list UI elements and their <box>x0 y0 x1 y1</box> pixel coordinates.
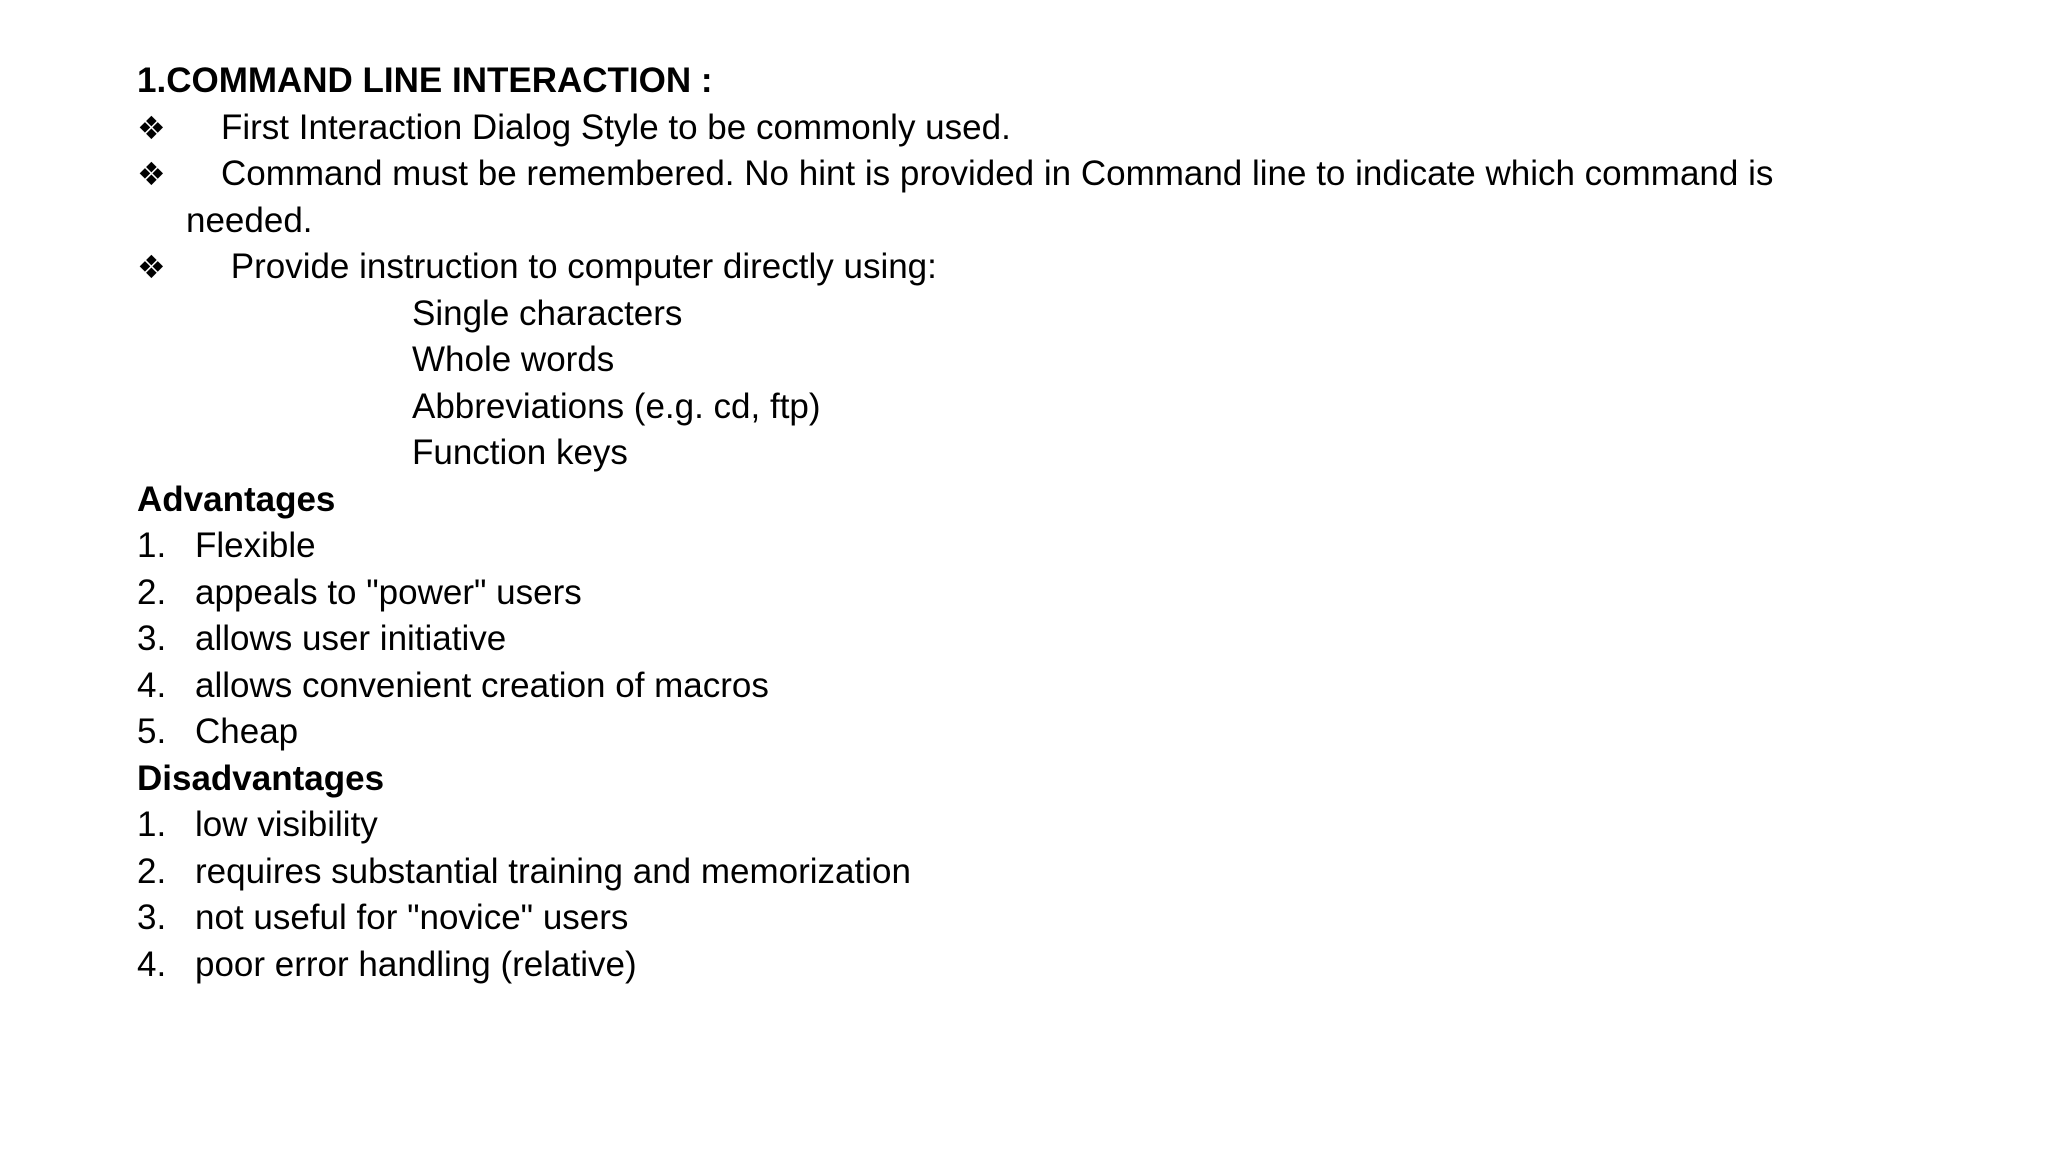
advantage-item <box>137 663 2017 710</box>
sub-item: Single characters <box>412 293 683 333</box>
disadvantage-item <box>137 849 2017 896</box>
list-number: 2. <box>137 572 167 612</box>
bullet-text: Command must be remembered. No hint is provided in Command line to indicate which command is <box>221 154 1774 193</box>
bullet-item <box>137 105 2017 152</box>
diamond-bullet-icon: ❖ <box>137 249 166 285</box>
list-number: 4. <box>137 665 167 705</box>
list-number: 3. <box>137 619 167 658</box>
bullet-item <box>137 244 2017 291</box>
list-text: poor error handling (relative) <box>195 944 637 984</box>
list-text: Cheap <box>195 712 299 751</box>
advantage-item <box>137 570 2017 617</box>
advantage-item <box>137 709 2017 756</box>
list-number: 2. <box>137 851 167 891</box>
list-text: allows user initiative <box>195 619 507 658</box>
list-number: 1. <box>137 805 167 844</box>
list-text: appeals to "power" users <box>195 572 582 612</box>
list-text: not useful for "novice" users <box>195 898 629 937</box>
slide-heading: 1.COMMAND LINE INTERACTION : <box>137 61 713 100</box>
sub-item: Abbreviations (e.g. cd, ftp) <box>412 386 821 426</box>
list-text: allows convenient creation of macros <box>195 665 769 705</box>
advantage-item <box>137 616 2017 663</box>
list-number: 1. <box>137 526 167 565</box>
sub-item: Whole words <box>412 340 615 379</box>
sub-item: Function keys <box>412 433 628 472</box>
disadvantage-item <box>137 942 2017 989</box>
list-text: requires substantial training and memorization <box>195 851 911 891</box>
list-number: 4. <box>137 944 167 984</box>
bullet-text: First Interaction Dialog Style to be commonly used. <box>221 107 1011 147</box>
bullet-text: Provide instruction to computer directly using: <box>221 247 937 286</box>
advantages-title: Advantages <box>137 479 336 519</box>
list-text: low visibility <box>195 805 378 844</box>
diamond-bullet-icon: ❖ <box>137 109 166 146</box>
advantage-item <box>137 523 2017 570</box>
diamond-bullet-icon: ❖ <box>137 156 166 192</box>
bullet-item <box>137 151 2017 198</box>
slide-content <box>137 58 2017 988</box>
bullet-continuation: needed. <box>186 200 313 240</box>
list-number: 5. <box>137 712 167 751</box>
list-number: 3. <box>137 898 167 937</box>
list-text: Flexible <box>195 526 316 565</box>
disadvantages-title: Disadvantages <box>137 758 385 798</box>
disadvantage-item <box>137 802 2017 849</box>
disadvantage-item <box>137 895 2017 942</box>
